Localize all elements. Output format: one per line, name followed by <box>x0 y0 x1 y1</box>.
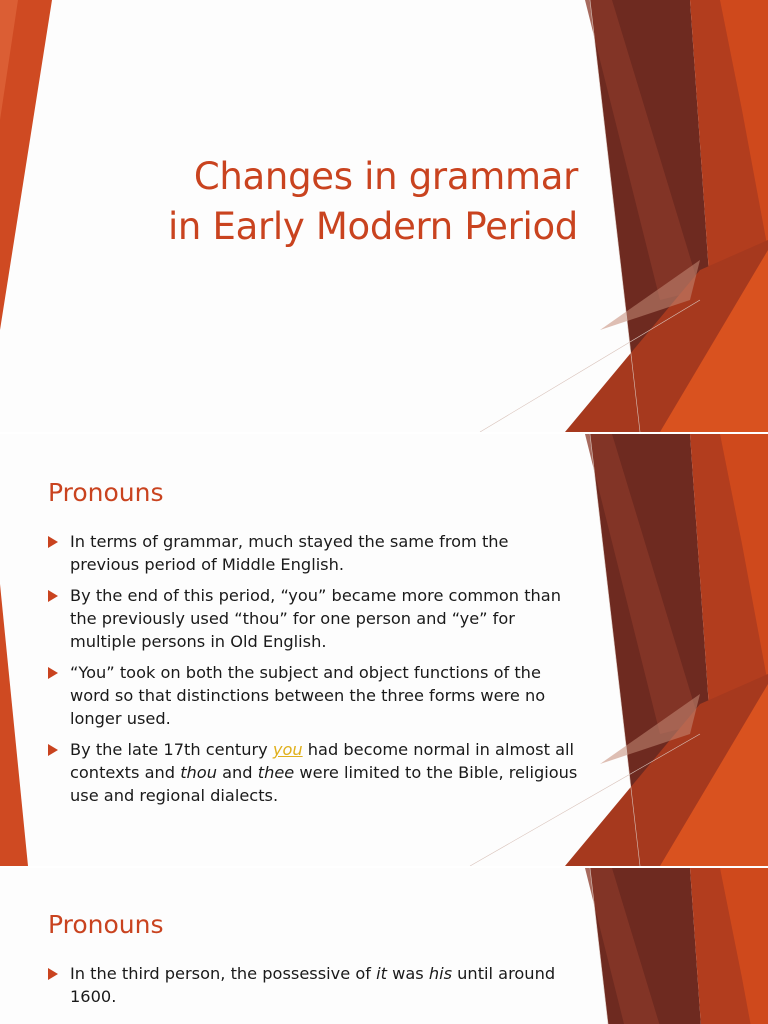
bullet-item <box>48 962 578 1008</box>
highlighted-word-you: you <box>272 740 303 759</box>
slide-title-line-2: in Early Modern Period <box>167 205 578 248</box>
slide-title <box>168 152 578 252</box>
bullet-item <box>48 738 578 807</box>
bullet-arrow-icon <box>48 968 58 980</box>
text-run: until around 1600. <box>70 964 556 1006</box>
bullet-text: By the end of this period, “you” became more common than the previously used “thou” for one person and “ye” for multiple persons in Old English. <box>70 586 561 651</box>
bullet-list <box>48 530 578 815</box>
bullet-item <box>48 661 578 730</box>
slide-title-line-1: Changes in grammar <box>193 155 578 198</box>
slide-heading: Pronouns <box>48 910 164 939</box>
italic-word-it: it <box>376 964 387 983</box>
bullet-arrow-icon <box>48 590 58 602</box>
pronouns-slide-1 <box>0 434 768 866</box>
text-run: were limited to the Bible, religious use and regional dialects. <box>70 763 578 805</box>
bullet-item <box>48 584 578 653</box>
slide-heading: Pronouns <box>48 478 164 507</box>
bullet-item <box>48 530 578 576</box>
text-run: In the third person, the possessive of <box>70 964 377 983</box>
bullet-text: In terms of grammar, much stayed the same from the previous period of Middle English. <box>70 532 509 574</box>
text-run: had become normal in almost all contexts and <box>70 740 574 782</box>
text-run: was <box>386 964 429 983</box>
bullet-list <box>48 962 578 1016</box>
italic-word-his: his <box>428 964 453 983</box>
pronouns-slide-2 <box>0 868 768 1024</box>
bullet-arrow-icon <box>48 667 58 679</box>
italic-word-thee: thee <box>257 763 295 782</box>
bullet-arrow-icon <box>48 744 58 756</box>
bullet-text <box>70 964 555 1006</box>
text-run: By the late 17th century <box>70 740 273 759</box>
title-slide <box>0 0 768 432</box>
italic-word-thou: thou <box>180 763 217 782</box>
text-run: and <box>216 763 258 782</box>
bullet-text: “You” took on both the subject and object functions of the word so that distinctions between the three forms were no longer used. <box>70 663 546 728</box>
bullet-arrow-icon <box>48 536 58 548</box>
bullet-text <box>70 740 577 805</box>
